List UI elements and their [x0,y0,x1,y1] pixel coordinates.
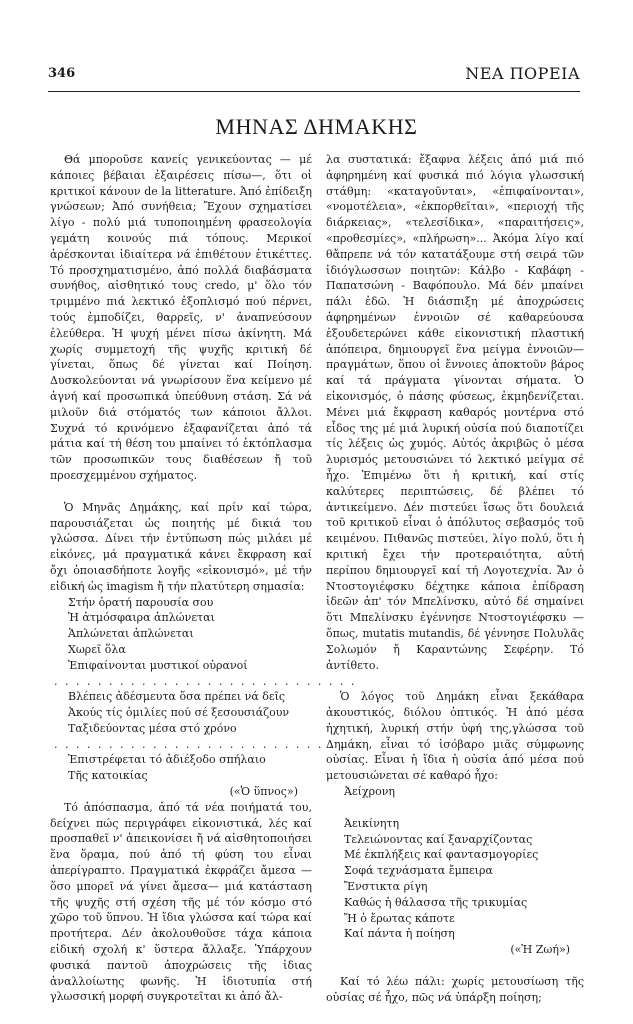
verse-line: Στήν ὁρατή παρουσία σου [68,595,214,609]
left-column [50,152,357,1005]
verse-line: Ἀείχρονη [344,785,395,799]
verse-line: Βλέπεις ἀδέσμευτα ὅσα πρέπει νά δεῖς [68,690,286,704]
paragraph: Καί τό λέω πάλι: χωρίς μετουσίωση τῆς οὐσίας σέ ἦχο, πῶς νά ὑπάρξη ποίηση; [326,975,584,1004]
poem-excerpt [326,784,584,958]
ellipsis-line: . . . . . . . . . . . . . . . . . . . . . . . . . . . . [54,674,357,688]
paragraph: Ὁ Μηνᾶς Δημάκης, καί πρίν καί τώρα, παρουσιάζεται ὡς ποιητής μέ δικιά του γλώσσα. Δίνει τήν ἐντύπωση πώς μιλάει μέ εἰκόνες, μά πραγματικά κάνει ἔκφραση καί ὄχι ὁποιασδήποτε λογῆς «εἰκονισμό», μέ τήν εἰδική ὡς imagism ἤ τήν πλατύτερη σημασία: [50,500,312,593]
verse-line: Ἐπιστρέφεται τό ἀδιέξοδο σπήλαιο [68,753,266,767]
verse-line: Ἁπλώνεται ἁπλώνεται [68,627,194,641]
poem-attribution: («Ἡ Ζωή») [510,943,570,957]
poem-excerpt [50,595,357,800]
verse-line: Ἀεικίνητη [344,816,400,830]
right-column [326,152,584,1006]
article-title: ΜΗΝΑΣ ΔΗΜΑΚΗΣ [215,114,418,139]
verse-line: Μέ ἐκπλήξεις καί φαντασμογορίες [344,848,539,862]
verse-line: Ταξιδεύοντας μέσα στό χρόνο [68,721,237,735]
verse-line: Ἤ ὁ ἔρωτας κάποτε [344,911,455,925]
paragraph: λα συστατικά: ἔξαφνα λέξεις ἀπό μιά πιό ἀφηρημένη καί φυσικά πιό λόγια γλωσσική στάθμη: «καταγοῦνται», «ἐπιφαίνονται», «νομοτέλεια», «ἐκπορθεῖται», «περιοχή τῆς διάρκειας», «τελεσίδικα», «παραιτήσεις», «προθεσμίες», «πλήρωση»... Ἀκόμα λίγο καί θἄπρεπε νά τόν κατατάξουμε στή σειρά τῶν ἰδιόγλωσσων ποιητῶν: Κάλβο - Καβάφη - Παπατσώνη - Βαφόπουλο. Μά δέν μπαίνει πάλι ἐδῶ. Ἡ διάσπιξη μέ ἀποχρώσεις ἀφηρημένων ἐννοιῶν σέ καθαρεύουσα ἐξουδετερώνει κάθε εἰκονιστική πλαστική ἀπόπειρα, δημιουργεῖ ἕνα μείγμα ἐννοιῶν—πραγμάτων, ὅπου οἱ ἔννοιες ἀποκτοῦν βάρος καί τά πράγματα γίνονται σήματα. Ὁ εἰκονισμός, ὁ πάσης φύσεως, ἐκμηδενίζεται. Μένει μιά ἔκφραση καθαρός μοντέρνα στό εἶδος της μέ μιά λυρική οὐσία πού διαποτίζει τίς λέξεις ὡς χυμός. Αὐτός ἀκριβῶς ὁ μέσα λυρισμός μετουσιώνει τό λεκτικό μείγμα σέ ἦχο. Ἐπιμένω ὅτι ἡ κριτική, καί στίς καλύτερες περιπτώσεις, δέ βλέπει τό ἀντικείμενο. Δέν πιστεύει ἴσως ὅτι δουλειά τοῦ κριτικοῦ εἶναι ὁ ἀπόλυτος σεβασμός τοῦ κειμένου. Πιθανῶς πιστεύει, λίγο πολύ, ὅτι ἡ κριτική ἔχει τήν προτεραιότητα, αὐτή περίπου δημιουργεῖ καί τή Λογοτεχνία. Ἄν ὁ Ντοστογιέφσκυ δέχτηκε κάποια ἐπίδραση ἰδεῶν ἀπ' τόν Μπελίνσκυ, αὐτό δέ σημαίνει ὅτι Μπελίνσκυ ἐγέννησε Ντοστογιέφσκυ —ὅπως, mutatis mutandis, δέ γέννησε Πολυλᾶς Σολωμόν ἤ Καραντώνης Σεφέρην. Τό ἀντίθετο. [326,153,584,672]
verse-line: Σοφά τεχνάσματα ἔμπειρα [344,864,493,878]
verse-line: Ἐπιφαίνονται μυστικοί οὐρανοί [68,658,248,672]
verse-line: Ἀκούς τίς ὁμιλίες πού σέ ξεσουσιάζουν [68,706,290,720]
verse-line: Καθώς ἡ θάλασσα τῆς τρικυμίας [344,895,528,909]
paragraph: Ὁ λόγος τοῦ Δημάκη εἶναι ξεκάθαρα ἀκουστικός, διόλου ὀπτικός. Ἡ ἀπό μέσα ἠχητική, λυρική στήν ὑφή της,γλώσσα τοῦ Δημάκη, εἶναι τό ἰσόβαρο μιᾶς σύμφωνης οὐσίας. Εἶναι ἡ ἴδια ἡ οὐσία ἀπό μέσα πού μετουσιώνεται σέ καθαρό ἦχο: [326,690,584,783]
ellipsis-line: . . . . . . . . . . . . . . . . . . . . . . . . . . . . [54,737,357,751]
verse-line: Τῆς κατοικίας [68,769,148,783]
poem-attribution: («Ὁ ὕπνος») [229,785,298,799]
verse-line: Τελειώνοντας καί ξαναρχίζοντας [344,832,533,846]
verse-line: Ἔνστικτα ρίγη [344,880,428,894]
paragraph: Τό ἀπόσπασμα, ἀπό τά νέα ποιήματά του, δείχνει πώς περιγράφει εἰκονιστικά, λές καί προσπαθεῖ ν' ἀπεικονίσει ἤ νά αἰσθητοποιήσει ἕνα ὅραμα, πού ἀπό τή φύση του εἶναι ἀπερίγραπτο. Πραγματικά ἐκφράζει ἄμεσα —ὅσο μπορεῖ νά γίνει ἄμεσα— μιά κατάσταση τῆς ψυχῆς στή σχέση τῆς μέ τόν κόσμο στό χῶρο τοῦ ὕπνου. Ἡ ἴδια γλώσσα καί τώρα καί προτήτερα. Δέν ἀκολουθοῦσε τάχα κάποια εἰδική σχολή κ' ὕστερα ἄλλαξε. Ὑπάρχουν φυσικά παντοῦ ἀποχρώσεις τῆς ἰδιας ἀναλλοίωτης φωνῆς. Ἡ ἰδιοτυπία στή γλωσσική μορφή συγκροτεῖται κι ἀπό ἄλ- [50,800,312,1004]
verse-line: Καί πάντα ἡ ποίηση [344,927,455,941]
page-number: 346 [48,66,76,81]
journal-name: ΝΕΑ ΠΟΡΕΙΑ [465,64,580,83]
paragraph: Θά μποροῦσε κανείς γενικεύοντας — μέ κάποιες βέβαιαι ἐξαιρέσεις πίσω—, ὅτι οἱ κριτικοί κάνουν de la litterature. Ἀπό ἐπίδειξη γνώσεων; Ἀπό συνήθεια; Ἔχουν σχηματίσει λίγο - πολύ μιά τυποποιημένη φρασεολογία γεμάτη κοινούς πιά τόπους. Μερικοί ἀρέσκονται ἰδιαίτερα νά ἐπιθέτουν ἐτικέττες. Τό προσχηματισμένο, ἀπό πολλά διαβάσματα συνήθος, αἰσθητικό τους credo, μ' ὅλο τόν τριμμένο πιά λεκτικό ἐξοπλισμό πού πέρνει, τούς ἐμποδίζει, θαρρεῖς, ν' ἀναπνεύσουν ἐλεύθερα. Ἡ ψυχή μένει πίσω ἀκίνητη. Μά χωρίς συμμετοχή τῆς ψυχῆς κριτική δέ γίνεται, ὅπως δέ γίνεται καί Ποίηση. Δυσκολεύονται νά γνωρίσουν ἕνα κείμενο μέ ἁγνή καί προσωπικά ὑπεύθυνη στάση. Σά νά μιλοῦν διά στόματός των κάποιοι ἄλλοι. Συχνά τό κρινόμενο ἐξαφανίζεται ἀπό τά μάτια καί τή θέση του μπαίνει τό ἐκτόπλασμα τῶν προσωπικῶν τους διαθέσεων ἤ τοῦ προεσχεμμένου σχήματος. [50,153,312,482]
page-header [48,66,580,86]
header-rule [48,91,580,92]
verse-line: Ἡ ἀτμόσφαιρα ἁπλώνεται [68,611,215,625]
verse-line: Χωρεῖ ὅλα [68,642,126,656]
